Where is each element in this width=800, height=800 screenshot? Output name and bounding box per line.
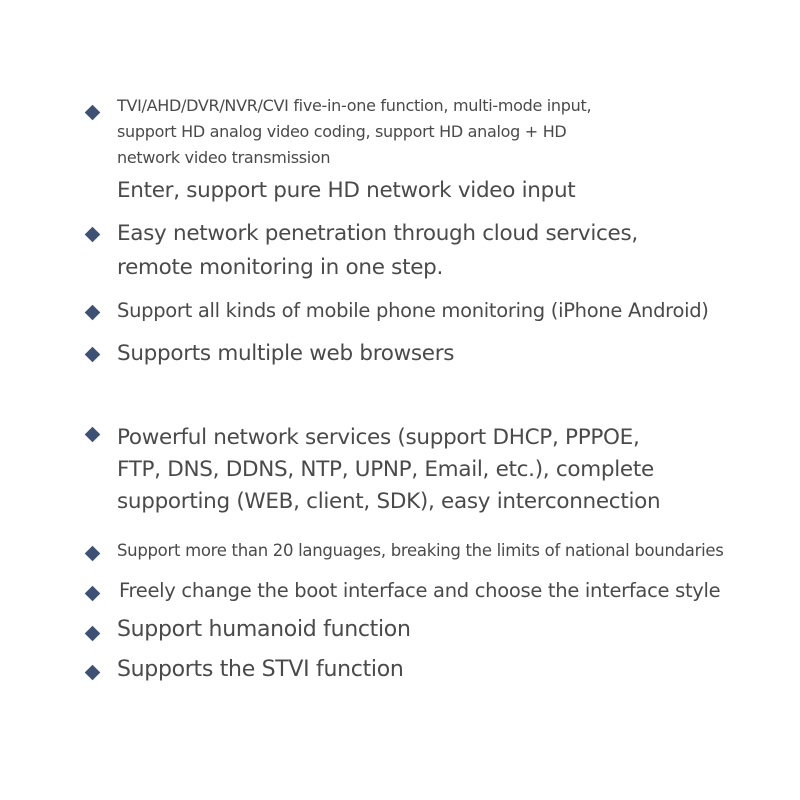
- feature-4: Supports multiple web browsers: [117, 341, 455, 366]
- feature-6: Support more than 20 languages, breaking the limits of national boundaries: [117, 541, 724, 560]
- feature-2-line-1: Easy network penetration through cloud services,: [117, 221, 638, 246]
- diamond-bullet-icon: [85, 305, 101, 321]
- feature-1-line-1: TVI/AHD/DVR/NVR/CVI five-in-one function, multi-mode input,: [117, 96, 592, 115]
- feature-1-line-2: support HD analog video coding, support HD analog + HD: [117, 122, 567, 141]
- diamond-bullet-icon: [85, 105, 101, 121]
- feature-2-line-2: remote monitoring in one step.: [117, 255, 444, 280]
- feature-5-line-2: FTP, DNS, DDNS, NTP, UPNP, Email, etc.), complete: [117, 457, 654, 482]
- diamond-bullet-icon: [85, 347, 101, 363]
- feature-5-line-1: Powerful network services (support DHCP, PPPOE,: [117, 425, 640, 450]
- feature-7: Freely change the boot interface and choose the interface style: [119, 579, 721, 602]
- diamond-bullet-icon: [85, 665, 101, 681]
- feature-1-continuation: Enter, support pure HD network video input: [117, 178, 576, 203]
- diamond-bullet-icon: [85, 626, 101, 642]
- diamond-bullet-icon: [85, 546, 101, 562]
- feature-3: Support all kinds of mobile phone monitoring (iPhone Android): [117, 299, 709, 322]
- feature-8: Support humanoid function: [117, 617, 411, 642]
- diamond-bullet-icon: [85, 227, 101, 243]
- diamond-bullet-icon: [85, 427, 101, 443]
- feature-9: Supports the STVI function: [117, 657, 404, 682]
- diamond-bullet-icon: [85, 586, 101, 602]
- feature-5-line-3: supporting (WEB, client, SDK), easy interconnection: [117, 489, 661, 514]
- feature-1-line-3: network video transmission: [117, 148, 331, 167]
